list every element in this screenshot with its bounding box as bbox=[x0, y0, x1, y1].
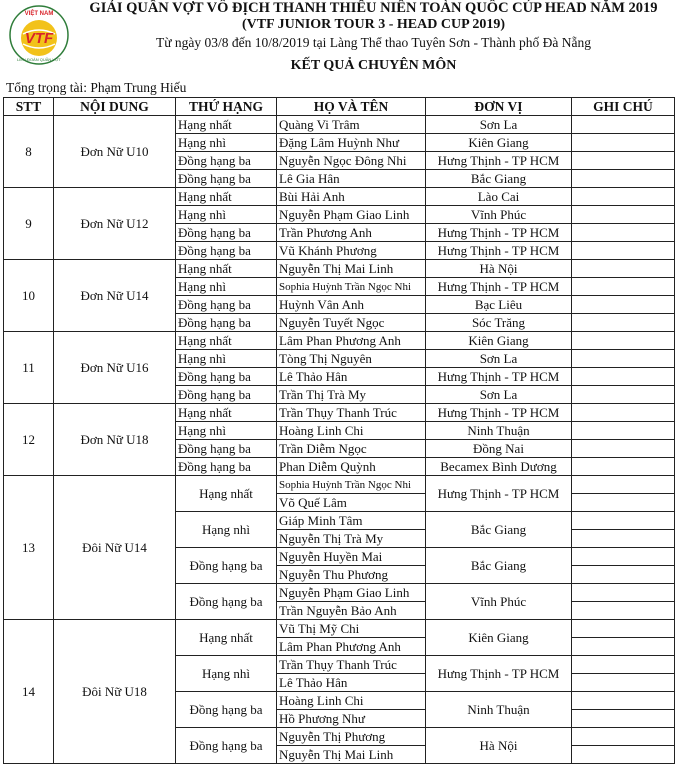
name-cell: Huỳnh Vân Anh bbox=[277, 296, 426, 314]
name-cell: Lâm Phan Phương Anh bbox=[277, 332, 426, 350]
chief-referee: Tổng trọng tài: Phạm Trung Hiếu bbox=[6, 80, 187, 95]
rank-cell: Đồng hạng ba bbox=[176, 692, 277, 728]
rank-cell: Hạng nhất bbox=[176, 476, 277, 512]
unit-cell: Hưng Thịnh - TP HCM bbox=[426, 656, 572, 692]
name-cell: Nguyễn Thị Trà My bbox=[277, 530, 426, 548]
table-row bbox=[4, 620, 675, 638]
event-cell: Đơn Nữ U16 bbox=[54, 332, 176, 404]
name-cell: Trần Diễm Ngọc bbox=[277, 440, 426, 458]
stt-cell: 8 bbox=[4, 116, 54, 188]
unit-cell: Bắc Giang bbox=[426, 170, 572, 188]
note-cell bbox=[572, 674, 675, 692]
rank-cell: Đồng hạng ba bbox=[176, 386, 277, 404]
note-cell bbox=[572, 224, 675, 242]
name-cell: Nguyễn Thị Phương bbox=[277, 728, 426, 746]
logo-top-text: VIỆT NAM bbox=[24, 11, 54, 17]
table-header-row bbox=[4, 98, 675, 116]
name-cell: Đặng Lâm Huỳnh Như bbox=[277, 134, 426, 152]
name-cell: Nguyễn Phạm Giao Linh bbox=[277, 584, 426, 602]
name-cell: Nguyễn Ngọc Đông Nhi bbox=[277, 152, 426, 170]
unit-cell: Bạc Liêu bbox=[426, 296, 572, 314]
unit-cell: Sóc Trăng bbox=[426, 314, 572, 332]
note-cell bbox=[572, 278, 675, 296]
name-cell: Sophia Huỳnh Trần Ngọc Nhi bbox=[277, 278, 426, 296]
name-cell: Quàng Vi Trâm bbox=[277, 116, 426, 134]
note-cell bbox=[572, 206, 675, 224]
name-cell: Trần Thụy Thanh Trúc bbox=[277, 404, 426, 422]
unit-cell: Kiên Giang bbox=[426, 134, 572, 152]
logo-main-text: VTF bbox=[24, 30, 54, 47]
rank-cell: Hạng nhất bbox=[176, 260, 277, 278]
name-cell: Phan Diễm Quỳnh bbox=[277, 458, 426, 476]
vtf-logo bbox=[8, 4, 70, 66]
rank-cell: Hạng nhất bbox=[176, 404, 277, 422]
table-row bbox=[4, 260, 675, 278]
unit-cell: Ninh Thuận bbox=[426, 692, 572, 728]
results-table bbox=[3, 97, 675, 764]
header-name: HỌ VÀ TÊN bbox=[277, 98, 426, 116]
note-cell bbox=[572, 422, 675, 440]
stt-cell: 12 bbox=[4, 404, 54, 476]
note-cell bbox=[572, 458, 675, 476]
note-cell bbox=[572, 656, 675, 674]
note-cell bbox=[572, 386, 675, 404]
unit-cell: Hưng Thịnh - TP HCM bbox=[426, 404, 572, 422]
rank-cell: Đồng hạng ba bbox=[176, 314, 277, 332]
rank-cell: Hạng nhất bbox=[176, 116, 277, 134]
results-body bbox=[4, 116, 675, 764]
rank-cell: Hạng nhì bbox=[176, 278, 277, 296]
name-cell: Nguyễn Tuyết Ngọc bbox=[277, 314, 426, 332]
name-cell: Giáp Minh Tâm bbox=[277, 512, 426, 530]
rank-cell: Đồng hạng ba bbox=[176, 224, 277, 242]
event-cell: Đôi Nữ U18 bbox=[54, 620, 176, 764]
note-cell bbox=[572, 296, 675, 314]
name-cell: Nguyễn Thu Phương bbox=[277, 566, 426, 584]
note-cell bbox=[572, 332, 675, 350]
logo-bottom-text: LIÊN ĐOÀN QUẦN VỢT bbox=[17, 57, 61, 62]
note-cell bbox=[572, 530, 675, 548]
name-cell: Hồ Phương Như bbox=[277, 710, 426, 728]
note-cell bbox=[572, 710, 675, 728]
unit-cell: Bắc Giang bbox=[426, 512, 572, 548]
note-cell bbox=[572, 746, 675, 764]
rank-cell: Hạng nhì bbox=[176, 134, 277, 152]
note-cell bbox=[572, 152, 675, 170]
unit-cell: Hưng Thịnh - TP HCM bbox=[426, 242, 572, 260]
unit-cell: Hưng Thịnh - TP HCM bbox=[426, 152, 572, 170]
document-subtitle: (VTF JUNIOR TOUR 3 - HEAD CUP 2019) bbox=[241, 17, 506, 32]
unit-cell: Hà Nội bbox=[426, 260, 572, 278]
rank-cell: Hạng nhì bbox=[176, 350, 277, 368]
stt-cell: 11 bbox=[4, 332, 54, 404]
name-cell: Trần Nguyễn Bảo Anh bbox=[277, 602, 426, 620]
rank-cell: Hạng nhất bbox=[176, 188, 277, 206]
table-row bbox=[4, 188, 675, 206]
rank-cell: Hạng nhì bbox=[176, 206, 277, 224]
rank-cell: Đồng hạng ba bbox=[176, 170, 277, 188]
rank-cell: Hạng nhất bbox=[176, 332, 277, 350]
note-cell bbox=[572, 116, 675, 134]
rank-cell: Đồng hạng ba bbox=[176, 458, 277, 476]
note-cell bbox=[572, 638, 675, 656]
header-event: NỘI DUNG bbox=[54, 98, 176, 116]
name-cell: Nguyễn Phạm Giao Linh bbox=[277, 206, 426, 224]
note-cell bbox=[572, 728, 675, 746]
note-cell bbox=[572, 548, 675, 566]
note-cell bbox=[572, 494, 675, 512]
unit-cell: Ninh Thuận bbox=[426, 422, 572, 440]
event-cell: Đơn Nữ U12 bbox=[54, 188, 176, 260]
name-cell: Trần Phương Anh bbox=[277, 224, 426, 242]
unit-cell: Kiên Giang bbox=[426, 620, 572, 656]
event-cell: Đơn Nữ U14 bbox=[54, 260, 176, 332]
header-note: GHI CHÚ bbox=[572, 98, 675, 116]
event-cell: Đơn Nữ U10 bbox=[54, 116, 176, 188]
unit-cell: Sơn La bbox=[426, 350, 572, 368]
table-row bbox=[4, 404, 675, 422]
name-cell: Trần Thị Trà My bbox=[277, 386, 426, 404]
header-unit: ĐƠN VỊ bbox=[426, 98, 572, 116]
name-cell: Võ Quế Lâm bbox=[277, 494, 426, 512]
name-cell: Lê Thảo Hân bbox=[277, 674, 426, 692]
name-cell: Lê Gia Hân bbox=[277, 170, 426, 188]
name-cell: Vũ Thị Mỹ Chi bbox=[277, 620, 426, 638]
stt-cell: 10 bbox=[4, 260, 54, 332]
rank-cell: Đồng hạng ba bbox=[176, 296, 277, 314]
name-cell: Sophia Huỳnh Trần Ngọc Nhi bbox=[277, 476, 426, 494]
unit-cell: Bắc Giang bbox=[426, 548, 572, 584]
results-heading: KẾT QUẢ CHUYÊN MÔN bbox=[290, 58, 457, 73]
document-title: GIẢI QUẦN VỢT VÔ ĐỊCH THANH THIẾU NIÊN TOÀN QUỐC CÚP HEAD NĂM 2019 bbox=[89, 0, 658, 16]
note-cell bbox=[572, 350, 675, 368]
rank-cell: Hạng nhì bbox=[176, 422, 277, 440]
unit-cell: Vĩnh Phúc bbox=[426, 584, 572, 620]
name-cell: Nguyễn Thị Mai Linh bbox=[277, 746, 426, 764]
rank-cell: Đồng hạng ba bbox=[176, 368, 277, 386]
name-cell: Hoàng Linh Chi bbox=[277, 422, 426, 440]
rank-cell: Đồng hạng ba bbox=[176, 152, 277, 170]
unit-cell: Becamex Bình Dương bbox=[426, 458, 572, 476]
stt-cell: 14 bbox=[4, 620, 54, 764]
unit-cell: Sơn La bbox=[426, 386, 572, 404]
unit-cell: Lào Cai bbox=[426, 188, 572, 206]
stt-cell: 13 bbox=[4, 476, 54, 620]
rank-cell: Hạng nhì bbox=[176, 656, 277, 692]
rank-cell: Đồng hạng ba bbox=[176, 242, 277, 260]
note-cell bbox=[572, 602, 675, 620]
note-cell bbox=[572, 620, 675, 638]
table-row bbox=[4, 476, 675, 494]
note-cell bbox=[572, 170, 675, 188]
event-cell: Đôi Nữ U14 bbox=[54, 476, 176, 620]
name-cell: Trần Thụy Thanh Trúc bbox=[277, 656, 426, 674]
table-row bbox=[4, 116, 675, 134]
unit-cell: Hưng Thịnh - TP HCM bbox=[426, 278, 572, 296]
name-cell: Nguyễn Huyền Mai bbox=[277, 548, 426, 566]
note-cell bbox=[572, 368, 675, 386]
rank-cell: Hạng nhất bbox=[176, 620, 277, 656]
name-cell: Lê Thảo Hân bbox=[277, 368, 426, 386]
name-cell: Hoàng Linh Chi bbox=[277, 692, 426, 710]
unit-cell: Đồng Nai bbox=[426, 440, 572, 458]
note-cell bbox=[572, 134, 675, 152]
stt-cell: 9 bbox=[4, 188, 54, 260]
unit-cell: Sơn La bbox=[426, 116, 572, 134]
unit-cell: Hà Nội bbox=[426, 728, 572, 764]
note-cell bbox=[572, 188, 675, 206]
unit-cell: Hưng Thịnh - TP HCM bbox=[426, 476, 572, 512]
name-cell: Tòng Thị Nguyên bbox=[277, 350, 426, 368]
rank-cell: Hạng nhì bbox=[176, 512, 277, 548]
unit-cell: Kiên Giang bbox=[426, 332, 572, 350]
name-cell: Bùi Hải Anh bbox=[277, 188, 426, 206]
unit-cell: Hưng Thịnh - TP HCM bbox=[426, 224, 572, 242]
note-cell bbox=[572, 566, 675, 584]
unit-cell: Vĩnh Phúc bbox=[426, 206, 572, 224]
name-cell: Vũ Khánh Phương bbox=[277, 242, 426, 260]
note-cell bbox=[572, 692, 675, 710]
event-cell: Đơn Nữ U18 bbox=[54, 404, 176, 476]
note-cell bbox=[572, 440, 675, 458]
note-cell bbox=[572, 404, 675, 422]
name-cell: Nguyễn Thị Mai Linh bbox=[277, 260, 426, 278]
rank-cell: Đồng hạng ba bbox=[176, 440, 277, 458]
note-cell bbox=[572, 512, 675, 530]
table-row bbox=[4, 332, 675, 350]
event-dates-location: Từ ngày 03/8 đến 10/8/2019 tại Làng Thể thao Tuyên Sơn - Thành phố Đà Nẵng bbox=[155, 35, 592, 50]
note-cell bbox=[572, 584, 675, 602]
rank-cell: Đồng hạng ba bbox=[176, 548, 277, 584]
note-cell bbox=[572, 314, 675, 332]
rank-cell: Đồng hạng ba bbox=[176, 728, 277, 764]
unit-cell: Hưng Thịnh - TP HCM bbox=[426, 368, 572, 386]
name-cell: Lâm Phan Phương Anh bbox=[277, 638, 426, 656]
note-cell bbox=[572, 242, 675, 260]
note-cell bbox=[572, 260, 675, 278]
rank-cell: Đồng hạng ba bbox=[176, 584, 277, 620]
note-cell bbox=[572, 476, 675, 494]
header-stt: STT bbox=[4, 98, 54, 116]
header-rank: THỨ HẠNG bbox=[176, 98, 277, 116]
